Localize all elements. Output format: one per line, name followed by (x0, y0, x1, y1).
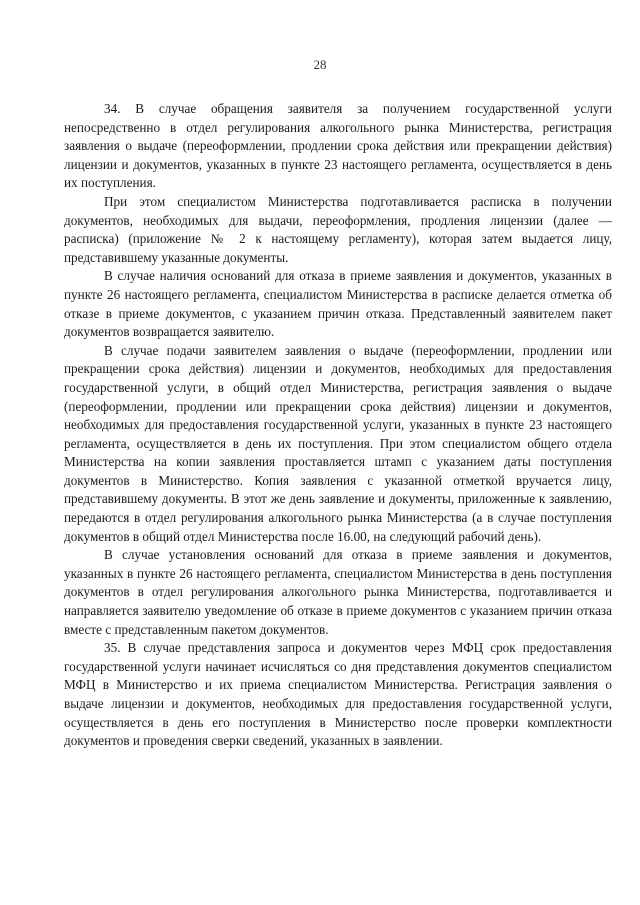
paragraph-35-mfc: 35. В случае представления запроса и документов через МФЦ срок предоставления государственной услуги начинает исчисляться со дня представления документов специалистом МФЦ в Министерство и их приема специалистом Министерства. Регистрация заявления о выдаче лицензии и документов, необходимых для предоставления государственной услуги, осуществляется в день его поступления в Министерство после проверки комплектности документов и проведения сверки сведений, указанных в заявлении. (64, 640, 612, 749)
page-number: 28 (313, 57, 327, 72)
paragraph-general-department: В случае подачи заявителем заявления о выдаче (переоформлении, продлении или прекращении срока действия) лицензии и документов, необходимых для предоставления государственной услуги, в общий отдел Министерства, регистрация заявления о выдаче (переоформлении, продлении или прекращении срока действия) лицензии и документов, необходимых для предоставления государственной услуги, указанных в пункте 23 настоящего регламента, осуществляется в день их поступления. При этом специалистом общего отдела Министерства на копии заявления проставляется штамп с указанием даты поступления документов в Министерство. Копия заявления с указанной отметкой вручается лицу, представившему документы. В этот же день заявление и документы, приложенные к заявлению, передаются в отдел регулирования алкогольного рынка Министерства (а в случае поступления документов в общий отдел Министерства после 16.00, на следующий рабочий день). (64, 342, 612, 544)
document-body (64, 100, 612, 751)
paragraph-refusal-notice: В случае установления оснований для отказа в приеме заявления и документов, указанных в пункте 26 настоящего регламента, специалистом Министерства в день поступления документов в отдел регулирования алкогольного рынка Министерства, подготавливается и направляется заявителю уведомление об отказе в приеме документов с указанием причин отказа вместе с представленным пакетом документов. (64, 547, 612, 637)
paragraph-receipt: При этом специалистом Министерства подготавливается расписка в получении документов, необходимых для выдачи, переоформления, продления лицензии (далее — расписка) (приложение № 2 к настоящему регламенту), которая затем выдается лицу, представившему указанные документы. (64, 193, 612, 265)
paragraph-34-intro: 34. В случае обращения заявителя за получением государственной услуги непосредственно в отдел регулирования алкогольного рынка Министерства, регистрация заявления о выдаче (переоформлении, продлении срока действия или прекращении действия) лицензии и документов, указанных в пункте 23 настоящего регламента, осуществляется в день их поступления. (64, 101, 612, 191)
paragraph-refusal-receipt: В случае наличия оснований для отказа в приеме заявления и документов, указанных в пункте 26 настоящего регламента, специалистом Министерства в расписке делается отметка об отказе в приеме документов, с указанием причин отказа. Представленный заявителем пакет документов возвращается заявителю. (64, 268, 612, 340)
